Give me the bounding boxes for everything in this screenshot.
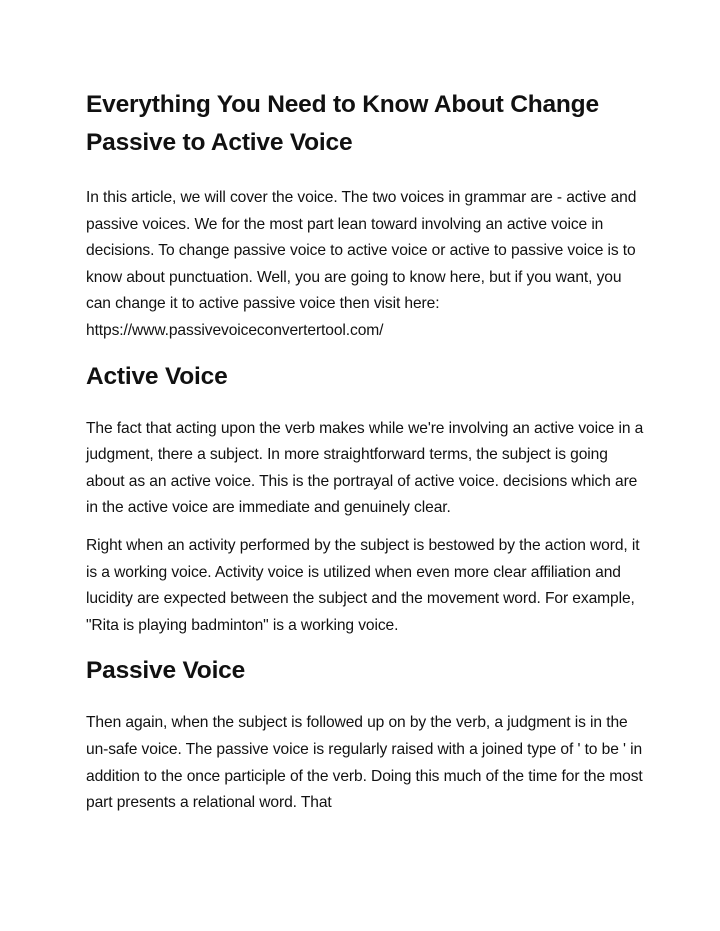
- document-page: [86, 86, 646, 828]
- section-heading-passive-voice: Passive Voice: [86, 657, 246, 685]
- document-title: Everything You Need to Know About Change Passive to Active Voice: [86, 91, 599, 156]
- paragraph: Right when an activity performed by the subject is bestowed by the action word, it is a working voice. Activity voice is utilized when even more clear affiliation and lucidity are expected between the subject and the movement word. For example, "Rita is playing badminton" is a working voice.: [86, 536, 640, 634]
- section-passive-voice: [86, 654, 646, 816]
- section-heading-active-voice: Active Voice: [86, 362, 228, 390]
- paragraph: Then again, when the subject is followed up on by the verb, a judgment is in the un-safe voice. The passive voice is regularly raised with a joined type of ' to be ' in addition to the once participle of the verb. Doing this much of the time for the most part presents a relational word. That: [86, 714, 643, 812]
- paragraph: The fact that acting upon the verb makes while we're involving an active voice in a judgment, there a subject. In more straightforward terms, the subject is going about as an active voice. This is the portrayal of active voice. decisions which are in the active voice are immediate and genuinely clear.: [86, 419, 644, 517]
- section-active-voice: [86, 360, 646, 640]
- intro-paragraph: In this article, we will cover the voice. The two voices in grammar are - active and passive voices. We for the most part lean toward involving an active voice in decisions. To change passive voice to active voice or active to passive voice is to know about punctuation. Well, you are going to know here, but if you want, you can change it to active passive voice then visit here: https://www.passivevoiceconvertertool.com/: [86, 189, 637, 339]
